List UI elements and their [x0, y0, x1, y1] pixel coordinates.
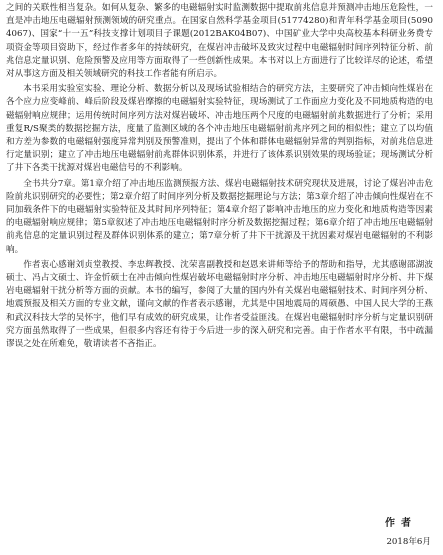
paragraph-acknowledgements: 作者衷心感谢刘贞堂教授、李忠辉教授、沈荣喜副教授和赵恩来讲师等给予的帮助和指导，尤其感谢邵湖波硕士、冯占文硕士、许金忻硕士在冲击倾向性煤岩破坏电磁辐射时序分析、冲击地压电磁辐射时序分析、井下煤岩电磁辐射干扰分析等方面的贡献。本书的编写，参阅了大量的国内外有关煤岩电磁辐射技术、时间序列分析、地震预报及相关方面的专业文献，谨向文献的作者表示感谢，尤其是中国地震局的周硕愚、中国人民大学的王燕和武汉科技大学的吴怀宇，他们早有成效的研究成果，让作者受益匪浅。在煤岩电磁辐射时序分析与定量识别研究方面虽然取得了一些成果，但很多内容还有待于今后进一步的深入研究和完善。由于作者水平有限，书中疏漏谬误之处在所难免，敬请读者不吝指正。 — [6, 259, 433, 350]
paragraph-research-methods: 本书采用实验室实验、理论分析、数据分析以及现场试验相结合的研究方法，主要研究了冲击倾向性煤岩在各个应力应变峰前、峰后阶段及煤岩摩擦的电磁辐射实验特征，现场测试了工作面应力变化及不同地质构造的电磁辐射响应规律；运用传统时间序列方法对煤岩破坏、冲击地压两个尺度的电磁辐射前兆数据进行了分析；采用重复R/S聚类的数据挖掘方法，度量了监测区域的各个冲击地压电磁辐射前兆序列之间的相似性；建立了以均值和方差为参数的电磁辐射强度异常判别及预警准则，提出了个体和群体电磁辐射异常的判别指标，对前兆信息进行定量识别；建立了冲击地压电磁辐射前兆群体识别体系，并进行了该体系识别效果的现场验证；现场测试分析了井下各类干扰源对煤岩电磁信号的不利影响。 — [6, 84, 433, 174]
paragraph-chapter-overview: 全书共分7章。第1章介绍了冲击地压监测预报方法、煤岩电磁辐射技术研究现状及进展，讨论了煤岩冲击危险前兆识别研究的必要性；第2章介绍了时间序列分析及数据挖掘理论与方法；第3章介绍了冲击倾向性煤岩在不同加载条件下的电磁辐射实验特征及其时间序列特征；第4章介绍了影响冲击地压的应力变化和地质构造等因素的电磁辐射响应规律；第5章叙述了冲击地压电磁辐射时序分析及数据挖掘过程；第6章介绍了冲击地压电磁辐射前兆信息的定量识别过程及群体识别体系的建立；第7章分析了井下干扰源及干扰因素对煤岩电磁辐射的不利影响。 — [6, 178, 433, 255]
paragraph-continuation: 之间的关联性相当复杂。如何从复杂、繁多的电磁辐射实时监测数据中提取前兆信息并预测冲击地压危险性，一直是冲击地压电磁辐射预测领域的研究重点。在国家自然科学基金项目(51774280)和青年科学基金项目(50904067)、国家“十一五”科技支撑计划项目子课题(2012BAK04B07)、中国矿业大学中央高校基本科研业务费专项资金等项目资助下，经过作者多年的持续研究，在煤岩冲击破坏及致灾过程中电磁辐射时间序列特征分析、前兆信息定量识别、危险预警及应用等方面取得了一些创新性成果。本书对以上方面进行了比较详尽的论述，希望对从事这方面及相关领域研究的科技工作者能有所启示。 — [6, 3, 433, 80]
signature-date: 2018年6月 — [386, 537, 431, 547]
author-signature: 作者 — [385, 518, 417, 529]
